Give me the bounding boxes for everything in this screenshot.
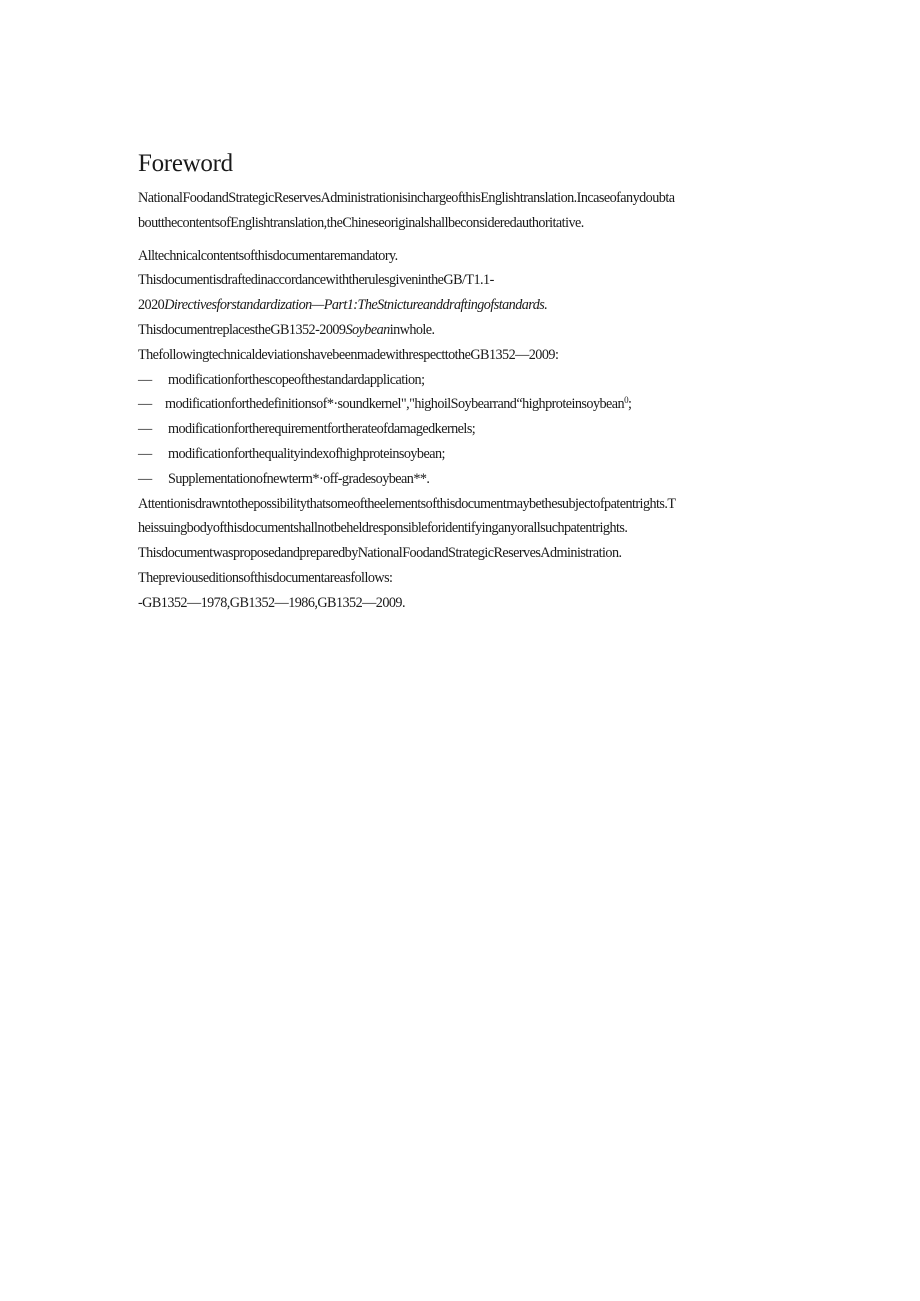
replaces-suffix: inwhole. — [389, 321, 435, 338]
list-dash: — — [138, 371, 152, 388]
list-item-text: modificationforthescopeofthestandardapplication; — [168, 371, 425, 388]
mandatory-statement: Alltechnicalcontentsofthisdocumentaremandatory. — [138, 247, 398, 264]
list-dash: — — [138, 421, 152, 438]
intro-line-1: NationalFoodandStrategicReservesAdministrationisinchargeofthisEnglishtranslation.Incaseofanydoubta — [138, 190, 675, 206]
list-item-definitions: modificationforthedefinitionsof*·soundkernel","highoilSoybearrand“highproteinsoybean — [165, 396, 625, 413]
drafted-year: 2020 — [138, 297, 165, 314]
list-item-end: ; — [628, 396, 632, 413]
list-item — [138, 442, 788, 467]
list-dash: — — [138, 396, 152, 413]
intro-line-2: boutthecontentsofEnglishtranslation,theChineseoriginalshallbeconsideredauthoritative. — [138, 214, 584, 231]
paragraph-gap — [138, 236, 788, 244]
replaced-title: Soybean — [345, 321, 390, 338]
list-item — [138, 368, 788, 393]
directives-title: Directivesforstandardization—Part1:TheStnictureanddraftingofstandards. — [164, 297, 548, 314]
patent-line-2: heissuingbodyofthisdocumentshallnotbeheldresponsibleforidentifyinganyorallsuchpatentrights. — [138, 520, 628, 537]
superscript-mark: 0 — [624, 395, 629, 406]
list-item — [138, 417, 788, 442]
list-item — [138, 392, 788, 417]
list-item-text: Supplementationofnewterm*·off-gradesoybean**. — [168, 470, 430, 487]
drafted-line-2 — [138, 293, 788, 318]
previous-editions-intro: Thepreviouseditionsofthisdocumentareasfollows: — [138, 569, 393, 586]
page-title: Foreword — [138, 150, 233, 177]
replaces-prefix: ThisdocumentreplacestheGB1352-2009 — [138, 321, 346, 338]
previous-editions-list: -GB1352—1978,GB1352—1986,GB1352—2009. — [138, 594, 405, 611]
list-dash: — — [138, 470, 152, 487]
patent-line-1: Attentionisdrawntothepossibilitythatsomeoftheelementsofthisdocumentmaybethesubjectofpatentrights.T — [138, 495, 676, 512]
drafted-line-1: ThisdocumentisdraftedinaccordancewiththerulesgivenintheGB/T1.1- — [138, 272, 494, 289]
list-item-text: modificationfortherequirementfortherateofdamagedkernels; — [168, 421, 476, 438]
list-item-text: modificationforthequalityindexofhighproteinsoybean; — [168, 445, 445, 462]
replaces-statement — [138, 318, 788, 343]
foreword-section — [138, 148, 788, 616]
list-dash: — — [138, 445, 152, 462]
list-item-text — [165, 392, 631, 417]
proposed-statement: ThisdocumentwasproposedandpreparedbyNationalFoodandStrategicReservesAdministration. — [138, 545, 622, 562]
deviations-intro: ThefollowingtechnicaldeviationshavebeenmadewithrespecttotheGB1352—2009: — [138, 346, 559, 363]
list-item — [138, 467, 788, 492]
